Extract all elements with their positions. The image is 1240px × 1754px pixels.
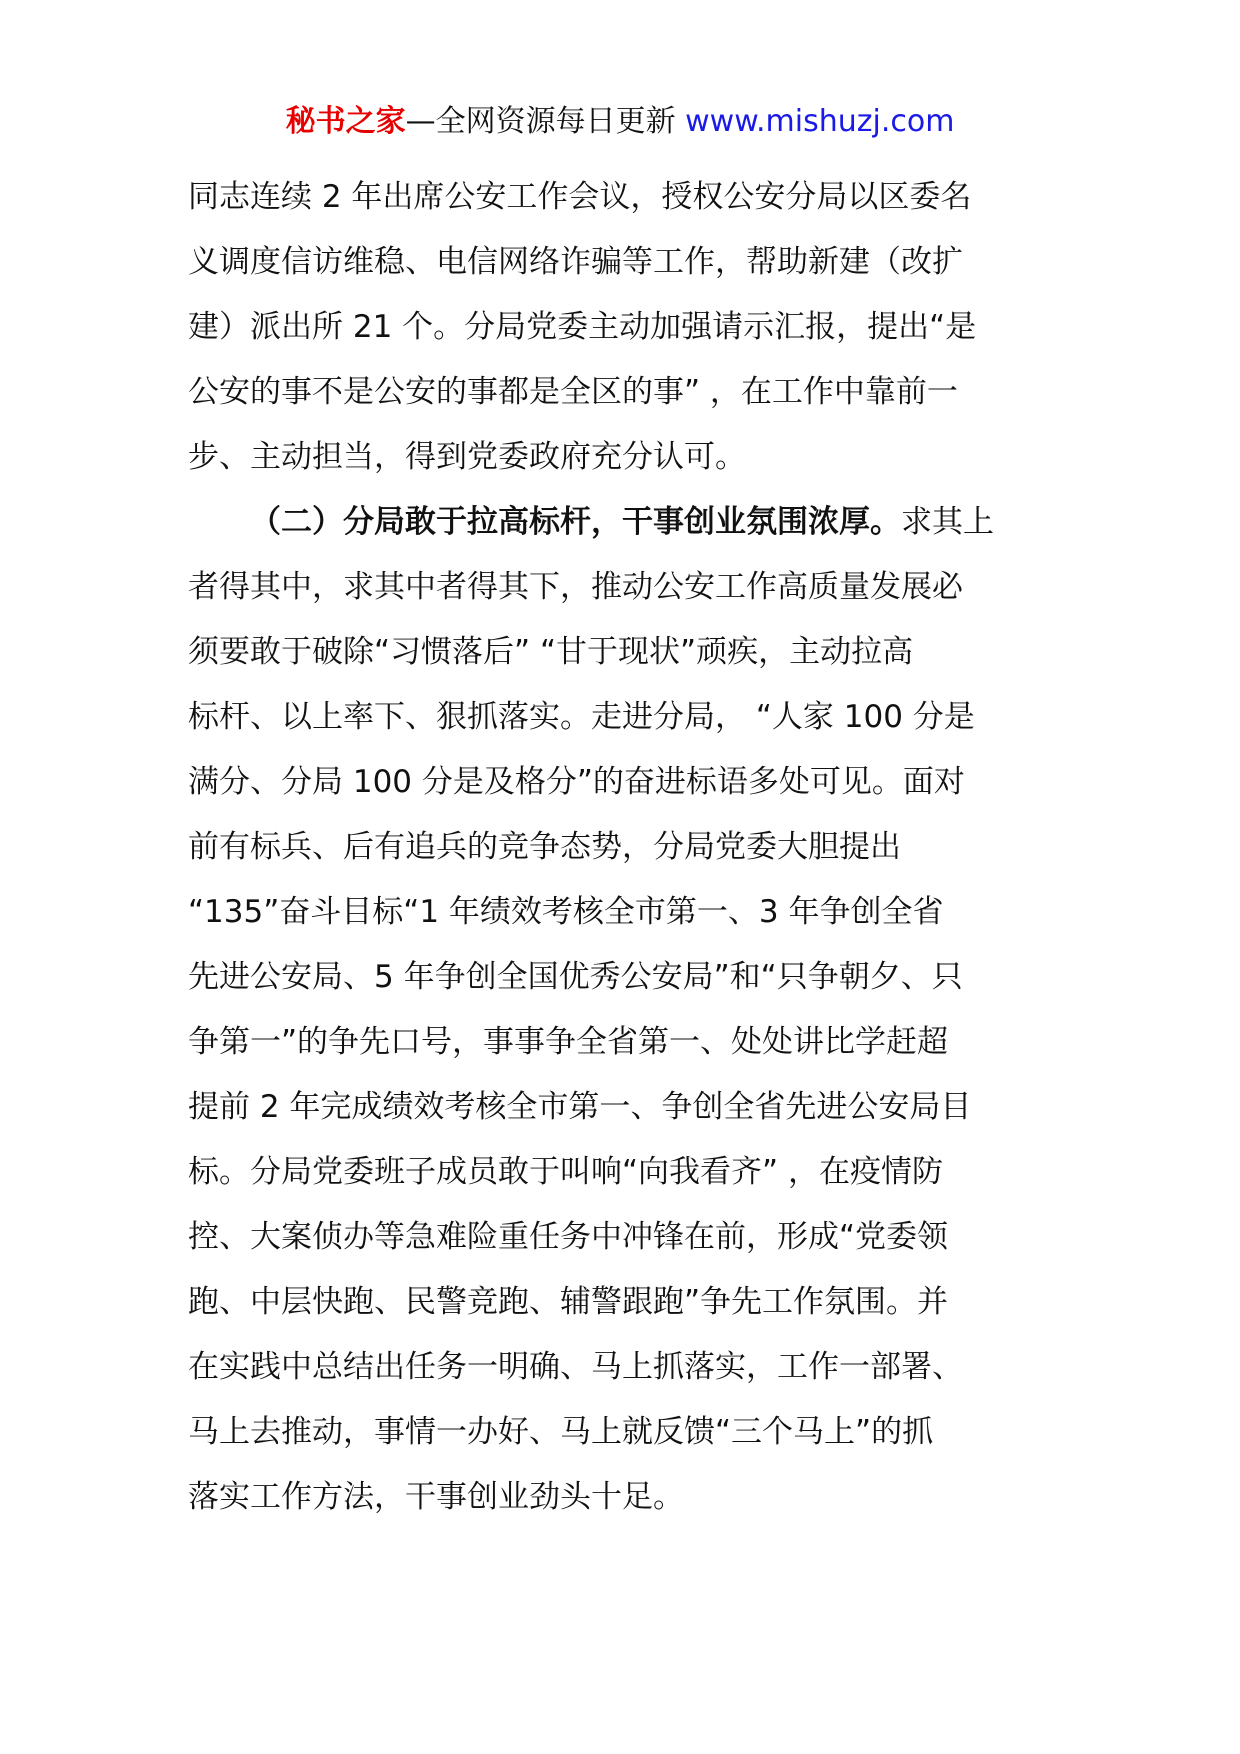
text-line: 公安的事不是公安的事都是全区的事” ，在工作中靠前一 — [188, 374, 958, 410]
text-line: 步、主动担当，得到党委政府充分认可。 — [188, 439, 746, 475]
text-line: 落实工作方法，干事创业劲头十足。 — [188, 1479, 684, 1515]
text-line: 义调度信访维稳、电信网络诈骗等工作，帮助新建（改扩 — [188, 244, 963, 280]
section-heading-line — [188, 490, 1058, 555]
brand-name: 秘书之家 — [285, 104, 406, 139]
text-line: “135”奋斗目标“1 年绩效考核全市第一、3 年争创全省 — [188, 894, 944, 930]
header-slogan: —全网资源每日更新 — [405, 104, 686, 139]
text-run: 求其上 — [901, 504, 994, 540]
text-line: 同志连续 2 年出席公安工作会议，授权公安分局以区委名 — [188, 179, 972, 215]
text-line: 在实践中总结出任务一明确、马上抓落实，工作一部署、 — [188, 1349, 963, 1385]
page-header — [0, 100, 1240, 144]
section-heading: （二）分局敢于拉高标杆，干事创业氛围浓厚。 — [250, 504, 901, 540]
site-url-link[interactable]: www.mishuzj.com — [685, 104, 955, 139]
text-line: 建）派出所 21 个。分局党委主动加强请示汇报，提出“是 — [188, 309, 977, 345]
text-line: 跑、中层快跑、民警竞跑、辅警跟跑”争先工作氛围。并 — [188, 1284, 949, 1320]
text-line: 满分、分局 100 分是及格分”的奋进标语多处可见。面对 — [188, 764, 965, 800]
text-line: 标杆、以上率下、狠抓落实。走进分局， “人家 100 分是 — [188, 699, 975, 735]
document-body — [188, 165, 1058, 1530]
text-line: 者得其中，求其中者得其下，推动公安工作高质量发展必 — [188, 569, 963, 605]
text-line: 标。分局党委班子成员敢于叫响“向我看齐” ，在疫情防 — [188, 1154, 943, 1190]
text-line: 须要敢于破除“习惯落后” “甘于现状”顽疾，主动拉高 — [188, 634, 914, 670]
text-line: 争第一”的争先口号，事事争全省第一、处处讲比学赶超 — [188, 1024, 949, 1060]
text-line: 控、大案侦办等急难险重任务中冲锋在前，形成“党委领 — [188, 1219, 949, 1255]
text-line: 马上去推动，事情一办好、马上就反馈“三个马上”的抓 — [188, 1414, 934, 1450]
text-line: 前有标兵、后有追兵的竞争态势，分局党委大胆提出 — [188, 829, 901, 865]
text-line: 提前 2 年完成绩效考核全市第一、争创全省先进公安局目 — [188, 1089, 972, 1125]
text-line: 先进公安局、5 年争创全国优秀公安局”和“只争朝夕、只 — [188, 959, 963, 995]
